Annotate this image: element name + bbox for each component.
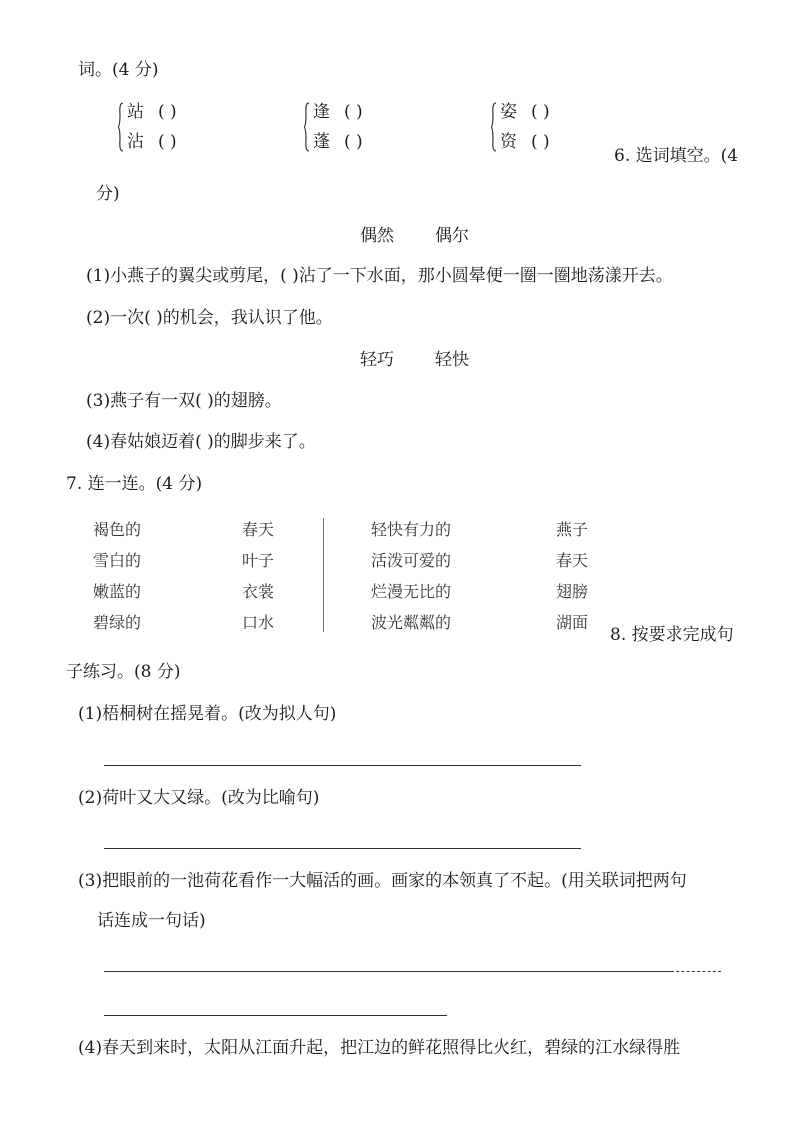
char-zi: 姿 (500, 102, 517, 122)
match-right-b[interactable]: 燕子 (556, 520, 589, 539)
answer-line[interactable] (104, 765, 581, 766)
brace-icon (491, 102, 496, 142)
q6-item-2: (2)一次( )的机会，我认识了他。 (86, 308, 333, 328)
word-option: 偶然 (360, 226, 394, 246)
match-left-a[interactable]: 嫩蓝的 (93, 582, 142, 601)
fill-blank[interactable]: ( ) (531, 132, 550, 152)
q6-item-3: (3)燕子有一双( )的翅膀。 (86, 391, 282, 411)
answer-line[interactable] (104, 848, 581, 849)
q8-heading-cont: 子练习。(8 分) (66, 662, 181, 682)
q5-tail: 词。(4 分) (78, 60, 159, 80)
answer-line-dashed (671, 971, 721, 972)
match-left-a[interactable]: 碧绿的 (93, 613, 142, 632)
char-zhan: 站 (127, 102, 144, 122)
fill-blank[interactable]: ( ) (531, 102, 550, 122)
q8-heading: 8. 按要求完成句 (610, 625, 734, 645)
match-right-a[interactable]: 波光粼粼的 (371, 613, 452, 632)
match-left-b[interactable]: 叶子 (242, 551, 275, 570)
q8-item-4: (4)春天到来时，太阳从江面升起，把江边的鲜花照得比火红，碧绿的江水绿得胜 (78, 1038, 681, 1058)
char-zi2: 资 (500, 132, 517, 152)
brace-icon (118, 102, 123, 142)
answer-line[interactable] (104, 971, 671, 972)
match-right-a[interactable]: 烂漫无比的 (371, 582, 452, 601)
match-left-a[interactable]: 雪白的 (93, 551, 142, 570)
match-left-b[interactable]: 衣裳 (242, 582, 275, 601)
answer-line[interactable] (104, 1015, 447, 1016)
fill-blank[interactable]: ( ) (158, 132, 177, 152)
word-option: 轻快 (435, 350, 469, 370)
q6-heading: 6. 选词填空。(4 (614, 146, 739, 166)
match-right-a[interactable]: 活泼可爱的 (371, 551, 452, 570)
q8-item-3-cont: 话连成一句话) (97, 911, 206, 931)
match-left-a[interactable]: 褐色的 (93, 520, 142, 539)
match-right-b[interactable]: 翅膀 (556, 582, 589, 601)
q6-heading-cont: 分) (96, 184, 120, 204)
q7-heading: 7. 连一连。(4 分) (66, 474, 203, 494)
q8-item-1: (1)梧桐树在摇晃着。(改为拟人句) (78, 704, 337, 724)
fill-blank[interactable]: ( ) (344, 102, 363, 122)
char-peng: 蓬 (313, 132, 330, 152)
fill-blank[interactable]: ( ) (344, 132, 363, 152)
q6-item-1: (1)小燕子的翼尖或剪尾，( )沾了一下水面，那小圆晕便一圈一圈地荡漾开去。 (86, 266, 673, 286)
match-right-b[interactable]: 湖面 (556, 613, 589, 632)
divider (323, 518, 324, 632)
q6-item-4: (4)春姑娘迈着( )的脚步来了。 (86, 432, 316, 452)
match-left-b[interactable]: 春天 (242, 520, 275, 539)
brace-icon (304, 102, 309, 142)
q8-item-3: (3)把眼前的一池荷花看作一大幅活的画。画家的本领真了不起。(用关联词把两句 (78, 871, 687, 891)
word-option: 轻巧 (360, 350, 394, 370)
match-left-b[interactable]: 口水 (242, 613, 275, 632)
fill-blank[interactable]: ( ) (158, 102, 177, 122)
char-feng: 逢 (313, 102, 330, 122)
word-option: 偶尔 (435, 226, 469, 246)
q8-item-2: (2)荷叶又大又绿。(改为比喻句) (78, 788, 320, 808)
char-zhan2: 沾 (127, 132, 144, 152)
match-right-a[interactable]: 轻快有力的 (371, 520, 452, 539)
match-right-b[interactable]: 春天 (556, 551, 589, 570)
